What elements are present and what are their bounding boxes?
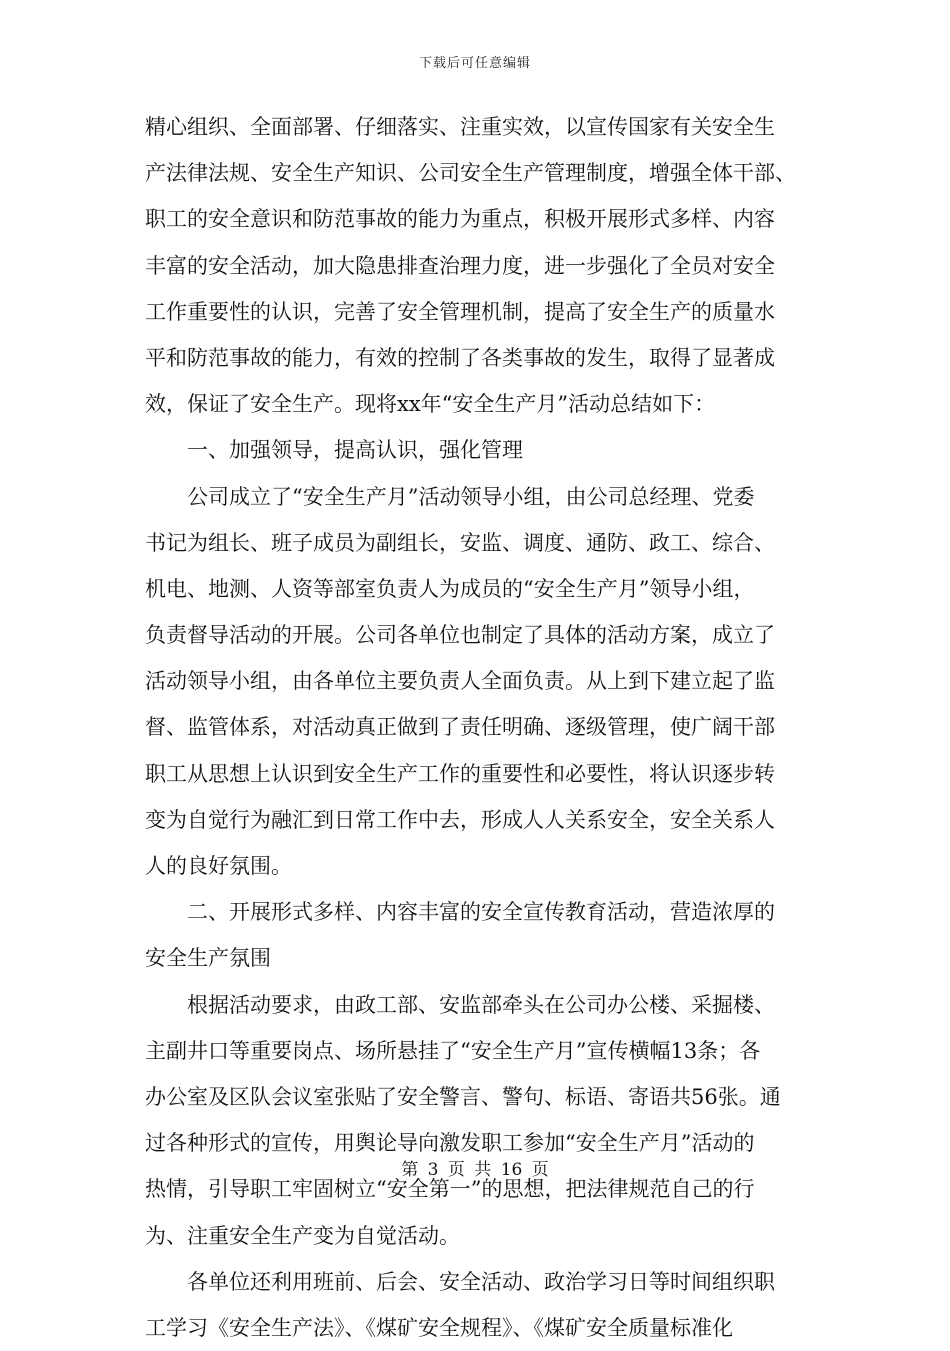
footer-prefix: 第 [401, 1160, 419, 1180]
text-line: 根据活动要求，由政工部、安监部牵头在公司办公楼、采掘楼、 [187, 992, 775, 1017]
text-line: 办公室及区队会议室张贴了安全警言、警句、标语、寄语共56张。通 [145, 1084, 781, 1109]
text-line: 书记为组长、班子成员为副组长，安监、调度、通防、政工、综合、 [145, 530, 775, 555]
text-line: 主副井口等重要岗点、场所悬挂了“安全生产月”宣传横幅13条；各 [145, 1038, 761, 1063]
text-line: 活动领导小组，由各单位主要负责人全面负责。从上到下建立起了监 [145, 669, 775, 694]
text-line: 机电、地测、人资等部室负责人为成员的“安全生产月”领导小组， [145, 576, 755, 601]
text-line: 安全生产氛围 [145, 946, 271, 971]
text-line: 精心组织、全面部署、仔细落实、注重实效，以宣传国家有关安全生 [145, 115, 775, 139]
text-line: 效，保证了安全生产。现将xx年“安全生产月”活动总结如下： [145, 392, 716, 417]
text-line: 平和防范事故的能力，有效的控制了各类事故的发生，取得了显著成 [145, 345, 775, 370]
text-line: 督、监管体系，对活动真正做到了责任明确、逐级管理，使广阔干部 [145, 715, 775, 740]
text-line: 工学习《安全生产法》、《煤矿安全规程》、《煤矿安全质量标准化 [145, 1315, 733, 1340]
text-line: 为、注重安全生产变为自觉活动。 [145, 1223, 460, 1248]
text-line: 过各种形式的宣传，用舆论导向激发职工参加“安全生产月”活动的 [145, 1131, 755, 1156]
text-line: 人的良好氛围。 [145, 854, 292, 878]
text-line: 职工的安全意识和防范事故的能力为重点，积极开展形式多样、内容 [145, 207, 775, 232]
text-line: 二、开展形式多样、内容丰富的安全宣传教育活动，营造浓厚的 [187, 900, 775, 925]
text-line: 变为自觉行为融汇到日常工作中去，形成人人关系安全，安全关系人 [145, 807, 775, 832]
text-line: 公司成立了“安全生产月”活动领导小组，由公司总经理、党委 [187, 484, 755, 509]
text-line: 热情，引导职工牢固树立“安全第一”的思想，把法律规范自己的行 [145, 1177, 755, 1202]
text-line: 工作重要性的认识，完善了安全管理机制，提高了安全生产的质量水 [145, 299, 775, 324]
footer-current-page: 3 [427, 1160, 439, 1180]
text-line: 负责督导活动的开展。公司各单位也制定了具体的活动方案，成立了 [145, 623, 775, 648]
text-line: 各单位还利用班前、后会、安全活动、政治学习日等时间组织职 [187, 1269, 775, 1294]
footer-suffix: 页 [531, 1160, 549, 1180]
text-line: 职工从思想上认识到安全生产工作的重要性和必要性，将认识逐步转 [145, 761, 775, 786]
footer-total-pages: 16 [500, 1160, 523, 1180]
text-line: 产法律法规、安全生产知识、公司安全生产管理制度，增强全体干部、 [145, 161, 796, 186]
footer-total-word: 共 [474, 1160, 492, 1180]
page-footer [0, 1155, 950, 1180]
text-line: 一、加强领导，提高认识，强化管理 [187, 438, 523, 463]
footer-page-word: 页 [447, 1160, 465, 1180]
text-line: 丰富的安全活动，加大隐患排查治理力度，进一步强化了全员对安全 [145, 253, 775, 278]
download-note: 下载后可任意编辑 [418, 56, 531, 71]
